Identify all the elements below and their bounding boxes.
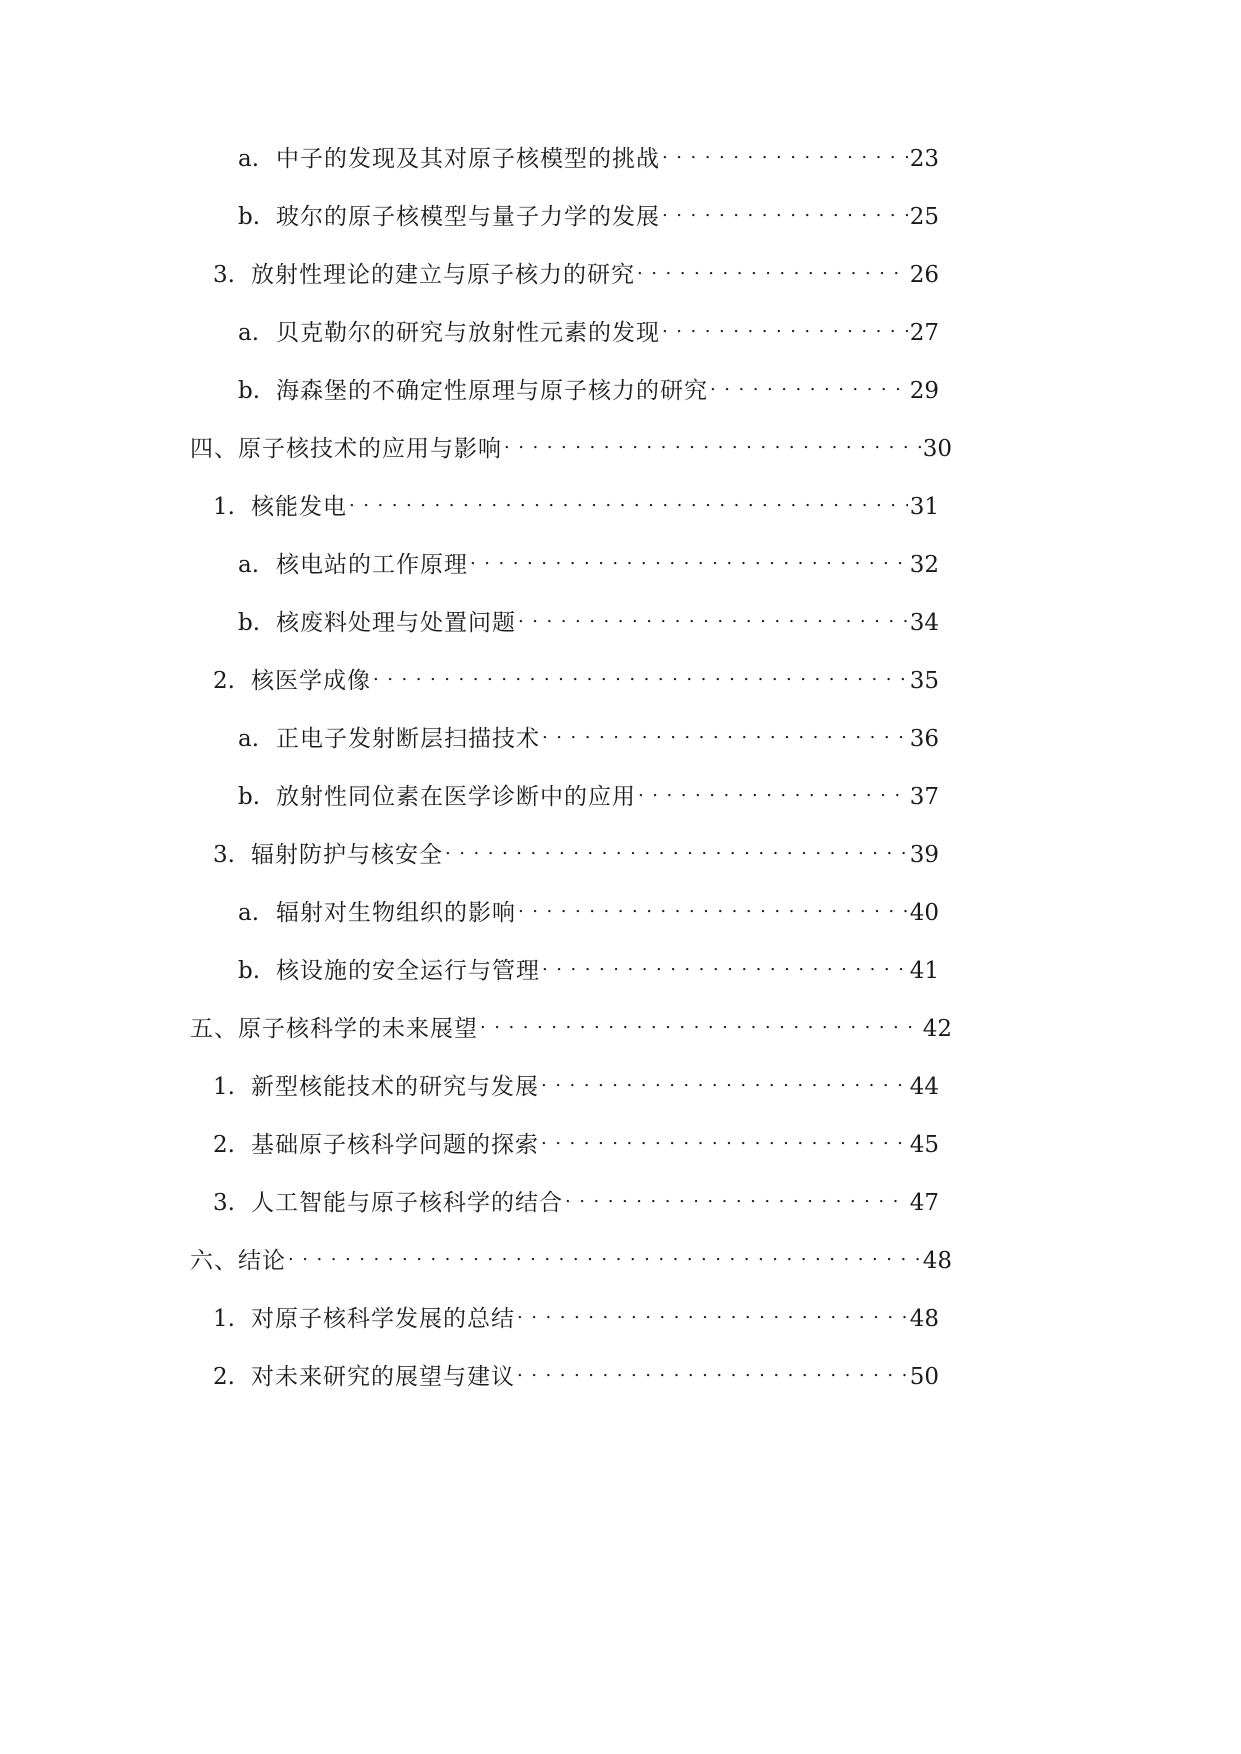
toc-entry[interactable] [238, 542, 939, 578]
toc-title: 核能发电 [251, 494, 347, 520]
toc-page-number: 45 [909, 1132, 939, 1158]
toc-entry[interactable] [213, 252, 939, 288]
toc-page-number: 26 [909, 262, 939, 288]
toc-entry[interactable] [238, 716, 939, 752]
toc-page-number: 32 [909, 552, 939, 578]
toc-title: 核电站的工作原理 [276, 552, 468, 578]
toc-title: 对未来研究的展望与建议 [251, 1364, 515, 1390]
toc-entry[interactable] [213, 832, 939, 868]
toc-page-number: 50 [909, 1364, 939, 1390]
toc-entry[interactable] [238, 136, 939, 172]
toc-page-number: 23 [909, 146, 939, 172]
toc-page-number: 25 [909, 204, 939, 230]
toc-page-number: 47 [909, 1190, 939, 1216]
toc-marker: 1. [213, 1306, 235, 1332]
toc-marker: b. [238, 784, 261, 810]
toc-entry[interactable] [238, 600, 939, 636]
toc-dot-leader [541, 1122, 908, 1152]
toc-title: 海森堡的不确定性原理与原子核力的研究 [276, 378, 708, 404]
toc-page-number: 37 [909, 784, 939, 810]
toc-title: 放射性同位素在医学诊断中的应用 [276, 784, 636, 810]
toc-marker: 1. [213, 494, 235, 520]
toc-marker: 3. [213, 262, 235, 288]
toc-page-number: 48 [922, 1248, 952, 1274]
toc-dot-leader [445, 832, 908, 862]
toc-entry[interactable] [213, 1064, 939, 1100]
toc-dot-leader [638, 774, 908, 804]
toc-dot-leader [542, 716, 908, 746]
toc-dot-leader [518, 890, 908, 920]
toc-dot-leader [349, 484, 908, 514]
toc-dot-leader [541, 1064, 908, 1094]
toc-entry[interactable] [238, 310, 939, 346]
toc-title: 核废料处理与处置问题 [276, 610, 516, 636]
toc-dot-leader [662, 310, 908, 340]
toc-dot-leader [662, 194, 908, 224]
toc-page-number: 34 [909, 610, 939, 636]
toc-title: 人工智能与原子核科学的结合 [251, 1190, 563, 1216]
toc-marker: 2. [213, 1364, 235, 1390]
toc-marker: b. [238, 204, 261, 230]
toc-page-number: 42 [922, 1016, 952, 1042]
toc-entry[interactable] [238, 948, 939, 984]
toc-dot-leader [637, 252, 908, 282]
toc-page-number: 35 [909, 668, 939, 694]
toc-title: 五、原子核科学的未来展望 [190, 1016, 478, 1042]
toc-entry[interactable] [190, 426, 952, 462]
toc-marker: b. [238, 378, 261, 404]
toc-entry[interactable] [190, 1238, 952, 1274]
toc-dot-leader [565, 1180, 908, 1210]
toc-marker: a. [238, 146, 260, 172]
toc-title: 基础原子核科学问题的探索 [251, 1132, 539, 1158]
toc-title: 贝克勒尔的研究与放射性元素的发现 [276, 320, 660, 346]
toc-dot-leader [470, 542, 908, 572]
toc-dot-leader [480, 1006, 921, 1036]
toc-marker: 3. [213, 842, 235, 868]
toc-page-number: 27 [909, 320, 939, 346]
toc-title: 四、原子核技术的应用与影响 [190, 436, 502, 462]
toc-title: 玻尔的原子核模型与量子力学的发展 [276, 204, 660, 230]
toc-marker: 3. [213, 1190, 235, 1216]
toc-dot-leader [517, 1296, 908, 1326]
toc-entry[interactable] [213, 1296, 939, 1332]
toc-marker: b. [238, 610, 261, 636]
toc-marker: a. [238, 900, 260, 926]
toc-page-number: 36 [909, 726, 939, 752]
toc-marker: 2. [213, 668, 235, 694]
toc-title: 核设施的安全运行与管理 [276, 958, 540, 984]
toc-page-number: 31 [909, 494, 939, 520]
toc-title: 核医学成像 [251, 668, 371, 694]
toc-page-number: 30 [922, 436, 952, 462]
toc-dot-leader [288, 1238, 921, 1268]
toc-marker: a. [238, 552, 260, 578]
toc-dot-leader [710, 368, 908, 398]
toc-entry[interactable] [238, 890, 939, 926]
toc-page-number: 48 [909, 1306, 939, 1332]
toc-entry[interactable] [238, 774, 939, 810]
toc-entry[interactable] [213, 1180, 939, 1216]
toc-marker: a. [238, 320, 260, 346]
toc-page-number: 44 [909, 1074, 939, 1100]
toc-marker: b. [238, 958, 261, 984]
toc-marker: 2. [213, 1132, 235, 1158]
toc-title: 辐射对生物组织的影响 [276, 900, 516, 926]
toc-entry[interactable] [213, 658, 939, 694]
toc-marker: 1. [213, 1074, 235, 1100]
toc-entry[interactable] [213, 484, 939, 520]
toc-dot-leader [504, 426, 921, 456]
toc-page-number: 41 [909, 958, 939, 984]
toc-page-number: 39 [909, 842, 939, 868]
toc-page-number: 29 [909, 378, 939, 404]
toc-entry[interactable] [238, 368, 939, 404]
toc-entry[interactable] [213, 1354, 939, 1390]
toc-title: 新型核能技术的研究与发展 [251, 1074, 539, 1100]
toc-entry[interactable] [213, 1122, 939, 1158]
toc-page-number: 40 [909, 900, 939, 926]
toc-entry[interactable] [190, 1006, 952, 1042]
toc-dot-leader [542, 948, 908, 978]
toc-dot-leader [373, 658, 908, 688]
toc-dot-leader [517, 1354, 908, 1384]
toc-title: 辐射防护与核安全 [251, 842, 443, 868]
toc-title: 正电子发射断层扫描技术 [276, 726, 540, 752]
toc-title: 六、结论 [190, 1248, 286, 1274]
toc-dot-leader [518, 600, 908, 630]
toc-marker: a. [238, 726, 260, 752]
toc-title: 中子的发现及其对原子核模型的挑战 [276, 146, 660, 172]
toc-entry[interactable] [238, 194, 939, 230]
toc-dot-leader [662, 136, 908, 166]
toc-title: 放射性理论的建立与原子核力的研究 [251, 262, 635, 288]
toc-title: 对原子核科学发展的总结 [251, 1306, 515, 1332]
